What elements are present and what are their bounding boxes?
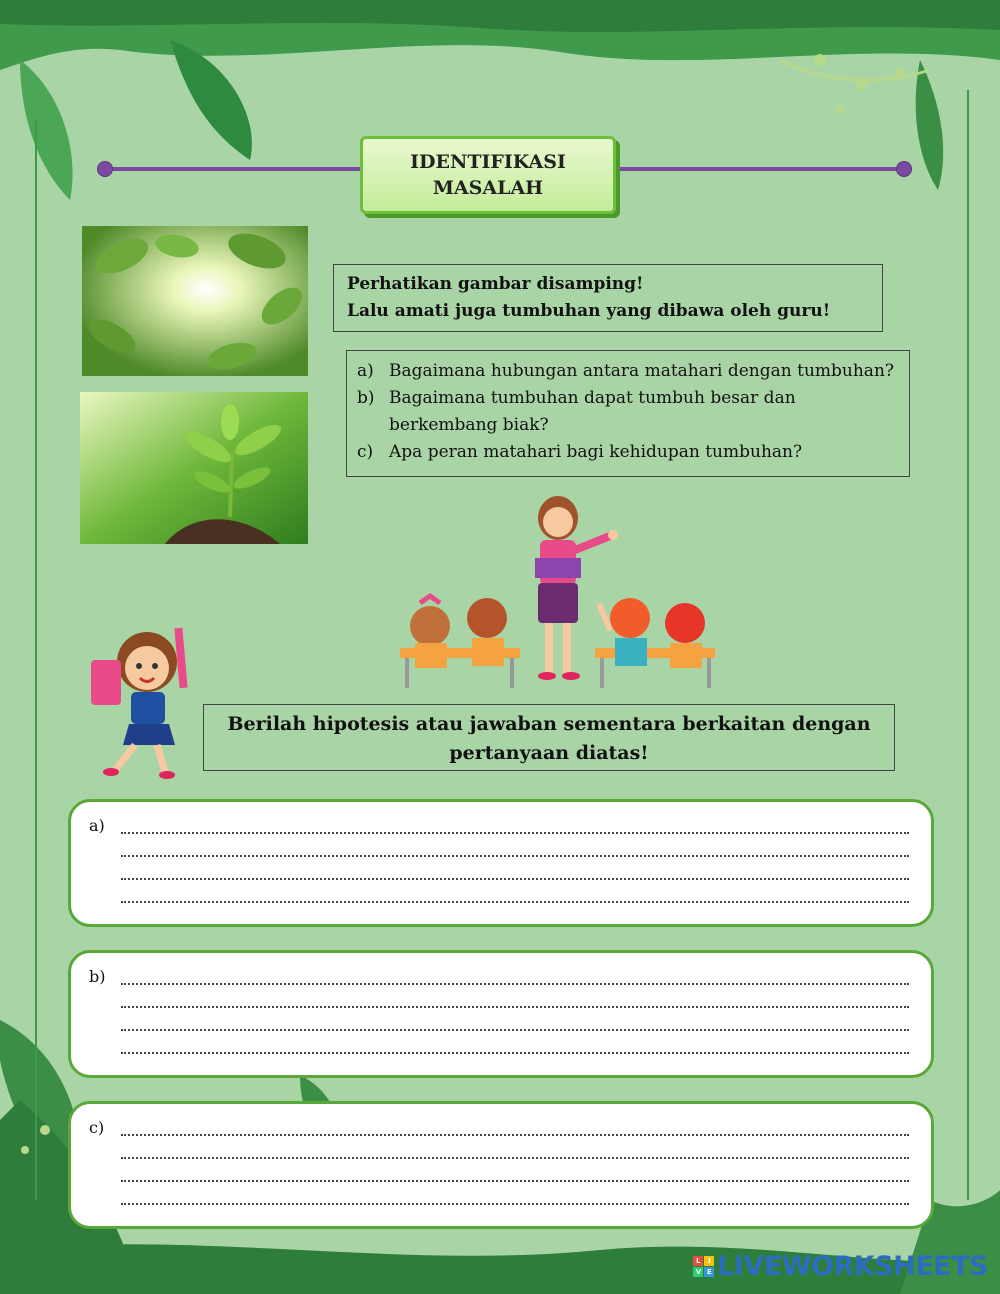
answer-box-c[interactable]	[68, 1101, 934, 1229]
instruction-line1: Perhatikan gambar disamping!	[347, 274, 644, 294]
answer-line[interactable]	[121, 831, 909, 834]
sprout-photo	[80, 392, 308, 544]
answer-letter: a)	[89, 816, 105, 835]
sunlight-leaves-photo	[82, 226, 308, 376]
question-item	[357, 358, 901, 385]
liveworksheets-logo[interactable]	[693, 1251, 988, 1282]
answer-letter: b)	[89, 967, 106, 986]
logo-letter: I	[704, 1256, 714, 1266]
hypothesis-prompt-box	[203, 704, 895, 771]
hypothesis-line2: pertanyaan diatas!	[449, 742, 649, 764]
liveworksheets-logo-text: LIVEWORKSHEETS	[717, 1251, 988, 1282]
answer-line[interactable]	[121, 1156, 909, 1159]
frame-left-line	[35, 120, 37, 1200]
logo-letter: V	[693, 1267, 703, 1277]
question-text: Bagaimana tumbuhan dapat tumbuh besar dan berkembang biak?	[389, 388, 796, 435]
answer-line[interactable]	[121, 1028, 909, 1031]
frame-right-line	[967, 90, 969, 1200]
instruction-box	[333, 264, 883, 332]
answer-line[interactable]	[121, 900, 909, 903]
answer-box-b[interactable]	[68, 950, 934, 1078]
question-item	[357, 385, 901, 439]
answer-line[interactable]	[121, 982, 909, 985]
student-girl-illustration	[85, 620, 200, 780]
page-title	[360, 136, 616, 214]
answer-line[interactable]	[121, 1133, 909, 1136]
page-title-line2: MASALAH	[432, 177, 544, 199]
page-title-line1: IDENTIFIKASI	[410, 151, 566, 173]
question-text: Bagaimana hubungan antara matahari dengan tumbuhan?	[389, 361, 895, 381]
question-item	[357, 439, 901, 466]
answer-line[interactable]	[121, 1005, 909, 1008]
hypothesis-line1: Berilah hipotesis atau jawaban sementara berkaitan dengan	[227, 713, 871, 735]
title-divider-right-dot	[897, 162, 911, 176]
questions-box	[346, 350, 910, 477]
instruction-line2: Lalu amati juga tumbuhan yang dibawa oleh guru!	[347, 301, 831, 321]
question-letter: a)	[357, 361, 374, 381]
answer-line[interactable]	[121, 1051, 909, 1054]
answer-line[interactable]	[121, 1179, 909, 1182]
answer-line[interactable]	[121, 877, 909, 880]
answer-line[interactable]	[121, 854, 909, 857]
answer-line[interactable]	[121, 1202, 909, 1205]
answer-letter: c)	[89, 1118, 105, 1137]
logo-letter: L	[693, 1256, 703, 1266]
question-letter: b)	[357, 388, 375, 408]
title-divider-left-dot	[98, 162, 112, 176]
answer-box-a[interactable]	[68, 799, 934, 927]
question-letter: c)	[357, 442, 374, 462]
logo-letter: E	[704, 1267, 714, 1277]
question-text: Apa peran matahari bagi kehidupan tumbuhan?	[389, 442, 803, 462]
liveworksheets-logo-icon	[693, 1256, 714, 1277]
classroom-illustration	[395, 488, 725, 698]
